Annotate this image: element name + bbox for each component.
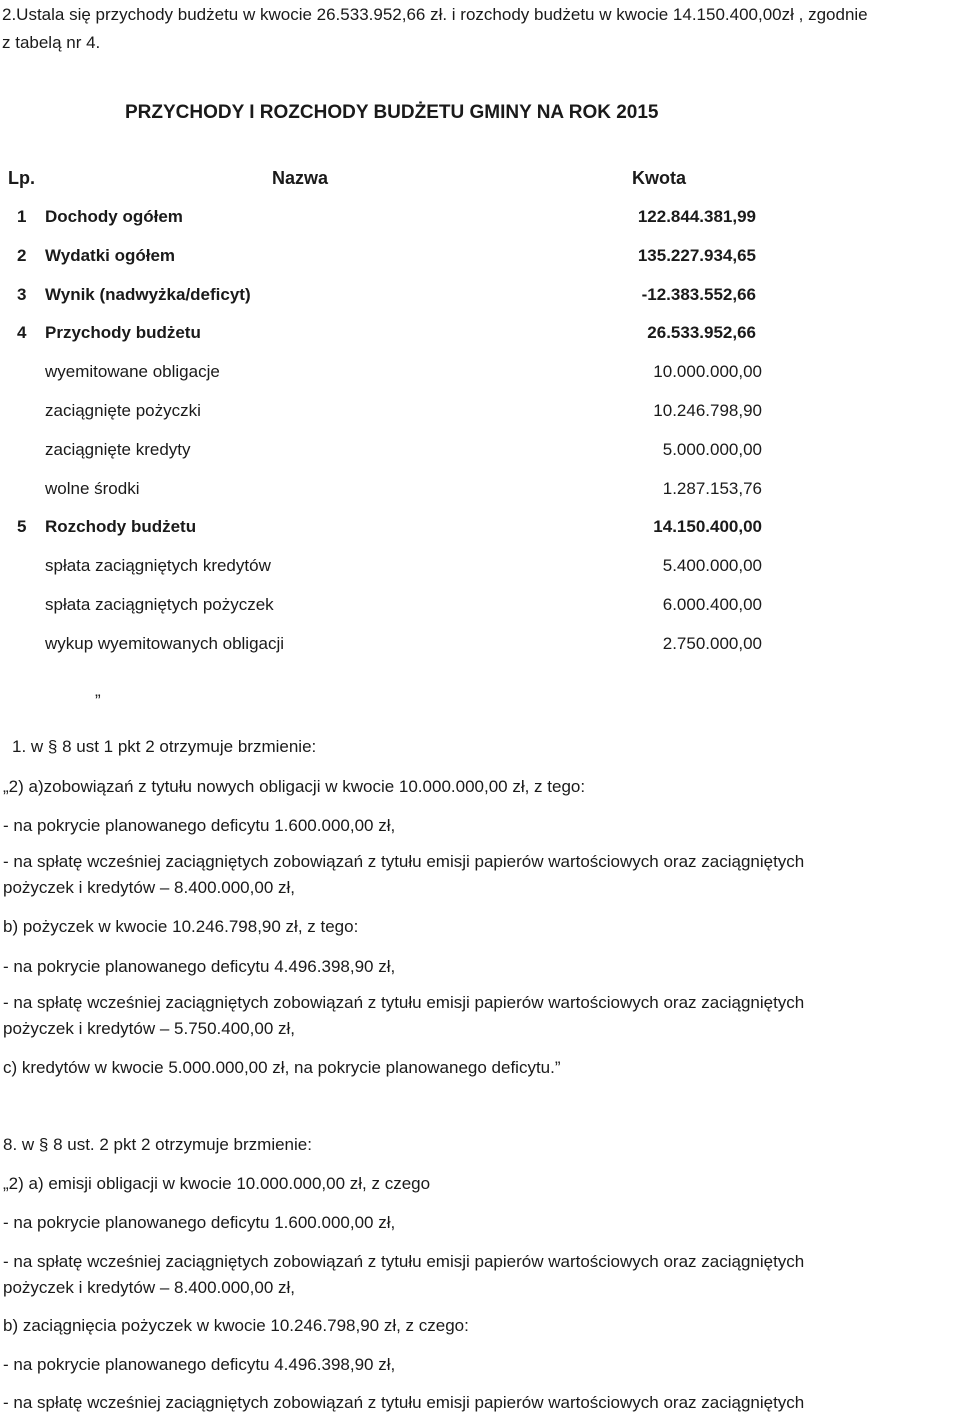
row-5c-amount: 2.750.000,00 [662,634,762,653]
section-8-line: pożyczek i kredytów – 8.400.000,00 zł, [3,1278,295,1297]
row-2-amount: 135.227.934,65 [637,246,756,265]
row-4a-name: wyemitowane obligacje [45,362,220,381]
header-amount: Kwota [632,168,686,188]
section-1-line: pożyczek i kredytów – 5.750.400,00 zł, [3,1019,295,1038]
section-8-line: - na pokrycie planowanego deficytu 1.600.000,00 zł, [3,1213,396,1232]
row-4-lp: 4 [17,323,27,342]
row-4-amount: 26.533.952,66 [647,323,756,342]
row-5c-name: wykup wyemitowanych obligacji [45,634,285,653]
closing-quote: ” [95,691,101,710]
row-4c-name: zaciągnięte kredyty [45,440,191,459]
row-4b-name: zaciągnięte pożyczki [45,401,201,420]
section-8-line: b) zaciągnięcia pożyczek w kwocie 10.246.798,90 zł, z czego: [3,1316,469,1335]
row-3-lp: 3 [17,285,27,304]
row-4a-amount: 10.000.000,00 [653,362,762,381]
section-1-line: - na pokrycie planowanego deficytu 4.496.398,90 zł, [3,957,396,976]
section-8-line: „2) a) emisji obligacji w kwocie 10.000.000,00 zł, z czego [3,1174,431,1193]
row-3-name: Wynik (nadwyżka/deficyt) [45,285,251,304]
section-1-line: - na spłatę wcześniej zaciągniętych zobowiązań z tytułu emisji papierów wartościowych oraz zaciągniętych [3,852,805,871]
section-1-line: b) pożyczek w kwocie 10.246.798,90 zł, z tego: [3,917,359,936]
section-8-heading: 8. w § 8 ust. 2 pkt 2 otrzymuje brzmienie: [3,1135,312,1154]
row-5-amount: 14.150.400,00 [653,517,762,536]
row-3-amount: -12.383.552,66 [641,285,756,304]
section-8-line: - na spłatę wcześniej zaciągniętych zobowiązań z tytułu emisji papierów wartościowych oraz zaciągniętych [3,1393,805,1412]
row-5b-amount: 6.000.400,00 [662,595,762,614]
row-5-name: Rozchody budżetu [45,517,197,536]
section-8-line: - na pokrycie planowanego deficytu 4.496.398,90 zł, [3,1355,396,1374]
row-5a-name: spłata zaciągniętych kredytów [45,556,271,575]
section-8-line: - na spłatę wcześniej zaciągniętych zobowiązań z tytułu emisji papierów wartościowych oraz zaciągniętych [3,1252,805,1271]
row-5b-name: spłata zaciągniętych pożyczek [45,595,274,614]
section-1-line: - na pokrycie planowanego deficytu 1.600.000,00 zł, [3,816,396,835]
section-1-line: c) kredytów w kwocie 5.000.000,00 zł, na pokrycie planowanego deficytu.” [3,1058,561,1077]
intro-line-2: z tabelą nr 4. [2,33,101,52]
row-5-lp: 5 [17,517,27,536]
row-1-name: Dochody ogółem [45,207,183,226]
header-name: Nazwa [272,168,329,188]
table-title: PRZYCHODY I ROZCHODY BUDŻETU GMINY NA ROK 2015 [125,102,659,123]
section-1-line: pożyczek i kredytów – 8.400.000,00 zł, [3,878,295,897]
row-2-name: Wydatki ogółem [45,246,176,265]
row-1-lp: 1 [17,207,27,226]
section-1-heading: 1. w § 8 ust 1 pkt 2 otrzymuje brzmienie: [12,737,317,756]
row-5a-amount: 5.400.000,00 [662,556,762,575]
row-2-lp: 2 [17,246,27,265]
row-4-name: Przychody budżetu [45,323,201,342]
row-4c-amount: 5.000.000,00 [662,440,762,459]
section-1-line: - na spłatę wcześniej zaciągniętych zobowiązań z tytułu emisji papierów wartościowych oraz zaciągniętych [3,993,805,1012]
row-1-amount: 122.844.381,99 [637,207,756,226]
row-4d-name: wolne środki [45,479,140,498]
section-1-line: „2) a)zobowiązań z tytułu nowych obligacji w kwocie 10.000.000,00 zł, z tego: [3,777,586,796]
header-lp: Lp. [8,168,35,188]
intro-line-1: 2.Ustala się przychody budżetu w kwocie 26.533.952,66 zł. i rozchody budżetu w kwocie 14.150.400,00zł , zgodnie [2,5,868,24]
row-4d-amount: 1.287.153,76 [662,479,762,498]
row-4b-amount: 10.246.798,90 [653,401,762,420]
